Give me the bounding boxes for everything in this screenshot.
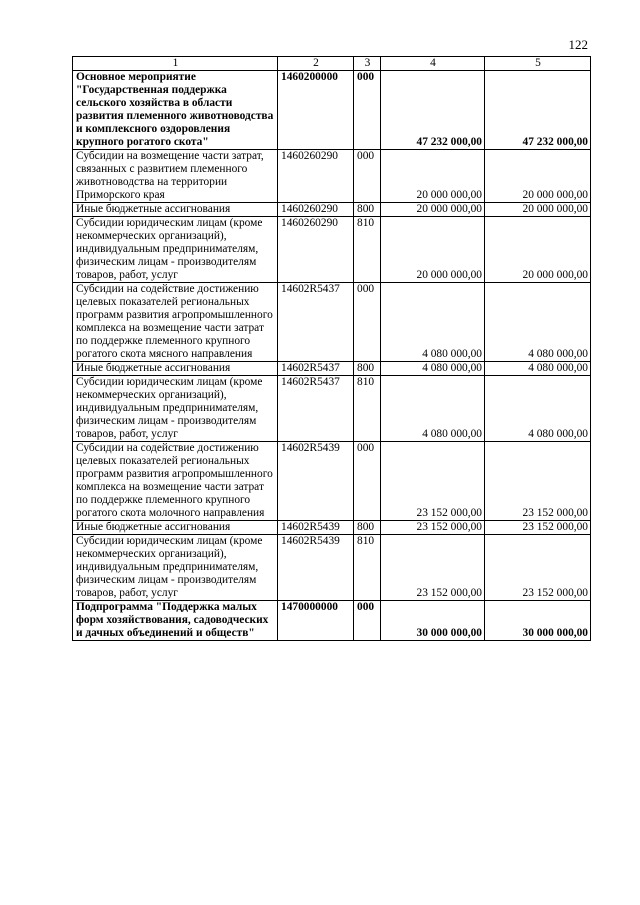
row-code-cell: 1460200000: [278, 71, 354, 150]
row-amount-2-cell: 23 152 000,00: [485, 521, 591, 535]
table-row: [73, 150, 591, 203]
row-amount-2-cell: 4 080 000,00: [485, 362, 591, 376]
row-name-cell: Субсидии на возмещение части затрат, связанных с развитием племенного животноводства на территории Приморского края: [73, 150, 278, 203]
row-name-cell: Субсидии на содействие достижению целевых показателей региональных программ развития агропромышленного комплекса на возмещение части затрат по поддержке племенного крупного рогатого скота молочного направления: [73, 442, 278, 521]
table-row: [73, 601, 591, 641]
page-number: 122: [568, 37, 588, 52]
row-code-cell: 1460260290: [278, 217, 354, 283]
table-row: [73, 362, 591, 376]
row-type-cell: 810: [354, 376, 381, 442]
table-row: [73, 71, 591, 150]
row-code-cell: 14602R5437: [278, 376, 354, 442]
table-row: [73, 521, 591, 535]
row-code-cell: 14602R5437: [278, 283, 354, 362]
row-amount-2-cell: 20 000 000,00: [485, 203, 591, 217]
row-name-cell: Субсидии юридическим лицам (кроме некоммерческих организаций), индивидуальным предпринимателям, физическим лицам - производителям товаров, работ, услуг: [73, 217, 278, 283]
row-amount-2-cell: 4 080 000,00: [485, 376, 591, 442]
row-amount-1-cell: 47 232 000,00: [381, 71, 485, 150]
row-amount-1-cell: 4 080 000,00: [381, 283, 485, 362]
row-code-cell: 14602R5439: [278, 521, 354, 535]
row-name-cell: Подпрограмма "Поддержка малых форм хозяйствования, садоводческих и дачных объединений и обществ": [73, 601, 278, 641]
table-row: [73, 535, 591, 601]
row-amount-1-cell: 20 000 000,00: [381, 217, 485, 283]
row-type-cell: 810: [354, 217, 381, 283]
row-type-cell: 000: [354, 601, 381, 641]
row-type-cell: 800: [354, 362, 381, 376]
row-amount-1-cell: 23 152 000,00: [381, 521, 485, 535]
table-row: [73, 442, 591, 521]
row-amount-2-cell: 4 080 000,00: [485, 283, 591, 362]
table-row: [73, 376, 591, 442]
row-amount-1-cell: 20 000 000,00: [381, 150, 485, 203]
column-header: 5: [485, 57, 591, 71]
row-amount-2-cell: 30 000 000,00: [485, 601, 591, 641]
budget-table: [72, 56, 591, 641]
row-amount-1-cell: 23 152 000,00: [381, 442, 485, 521]
row-name-cell: Основное мероприятие "Государственная поддержка сельского хозяйства в области развития племенного животноводства и комплексного оздоровления крупного рогатого скота": [73, 71, 278, 150]
row-name-cell: Субсидии на содействие достижению целевых показателей региональных программ развития агропромышленного комплекса на возмещение части затрат по поддержке племенного крупного рогатого скота мясного направления: [73, 283, 278, 362]
table-header-row: [73, 57, 591, 71]
row-amount-2-cell: 23 152 000,00: [485, 442, 591, 521]
row-code-cell: 14602R5439: [278, 442, 354, 521]
row-amount-1-cell: 30 000 000,00: [381, 601, 485, 641]
row-name-cell: Субсидии юридическим лицам (кроме некоммерческих организаций), индивидуальным предпринимателям, физическим лицам - производителям товаров, работ, услуг: [73, 535, 278, 601]
row-name-cell: Иные бюджетные ассигнования: [73, 362, 278, 376]
row-amount-2-cell: 20 000 000,00: [485, 217, 591, 283]
row-name-cell: Иные бюджетные ассигнования: [73, 203, 278, 217]
row-amount-1-cell: 20 000 000,00: [381, 203, 485, 217]
row-type-cell: 000: [354, 283, 381, 362]
row-type-cell: 000: [354, 71, 381, 150]
column-header: 4: [381, 57, 485, 71]
row-amount-2-cell: 23 152 000,00: [485, 535, 591, 601]
table-row: [73, 283, 591, 362]
row-amount-1-cell: 4 080 000,00: [381, 376, 485, 442]
row-amount-2-cell: 47 232 000,00: [485, 71, 591, 150]
row-amount-1-cell: 23 152 000,00: [381, 535, 485, 601]
table-row: [73, 203, 591, 217]
row-type-cell: 800: [354, 203, 381, 217]
row-code-cell: 1460260290: [278, 203, 354, 217]
column-header: 1: [73, 57, 278, 71]
column-header: 3: [354, 57, 381, 71]
row-code-cell: 14602R5437: [278, 362, 354, 376]
row-name-cell: Субсидии юридическим лицам (кроме некоммерческих организаций), индивидуальным предпринимателям, физическим лицам - производителям товаров, работ, услуг: [73, 376, 278, 442]
row-type-cell: 000: [354, 442, 381, 521]
row-type-cell: 000: [354, 150, 381, 203]
row-type-cell: 800: [354, 521, 381, 535]
row-amount-1-cell: 4 080 000,00: [381, 362, 485, 376]
row-code-cell: 14602R5439: [278, 535, 354, 601]
row-type-cell: 810: [354, 535, 381, 601]
table-row: [73, 217, 591, 283]
row-code-cell: 1470000000: [278, 601, 354, 641]
row-amount-2-cell: 20 000 000,00: [485, 150, 591, 203]
column-header: 2: [278, 57, 354, 71]
row-name-cell: Иные бюджетные ассигнования: [73, 521, 278, 535]
row-code-cell: 1460260290: [278, 150, 354, 203]
